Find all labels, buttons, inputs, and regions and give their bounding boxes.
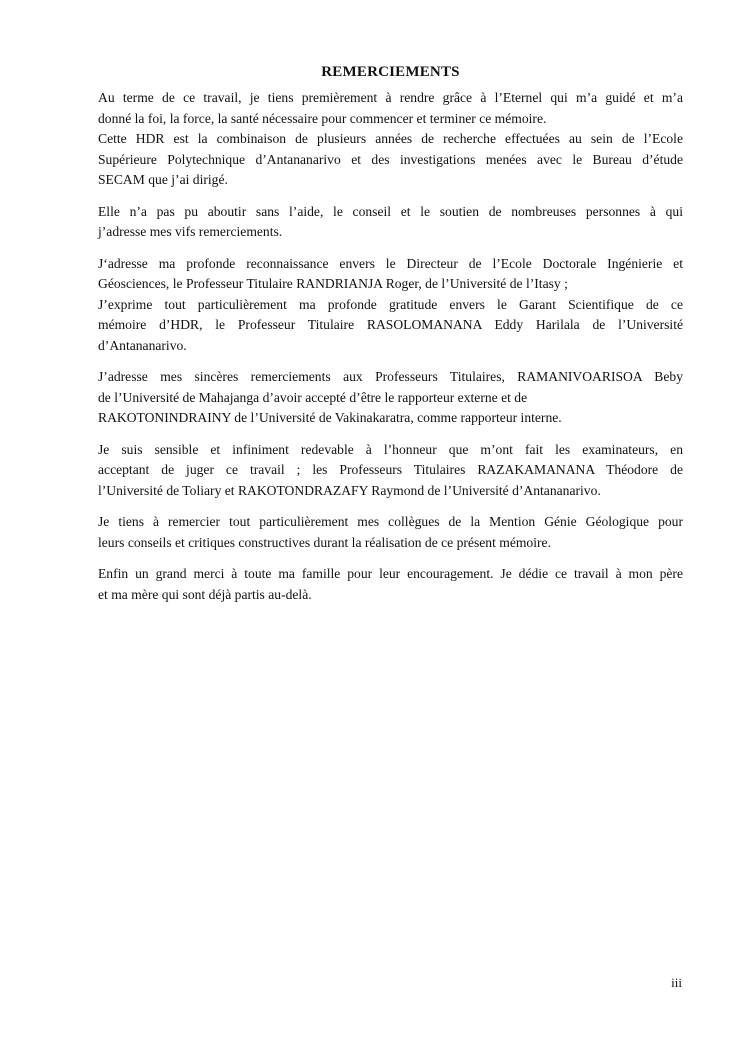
text-line: l’Université de Toliary et RAKOTONDRAZAFY Raymond de l’Université d’Antananarivo. [98, 482, 601, 498]
text-line: Je tiens à remercier tout particulièrement mes collègues de la Mention Génie Géologique pour [98, 514, 683, 529]
text-line: d’Antananarivo. [98, 337, 187, 353]
text-line: et ma mère qui sont déjà partis au-delà. [98, 586, 312, 602]
page-title: REMERCIEMENTS [321, 64, 460, 80]
text-line: acceptant de juger ce travail ; les Professeurs Titulaires RAZAKAMANANA Théodore de [98, 462, 683, 477]
document-page [98, 62, 683, 616]
text-line: J‘adresse ma profonde reconnaissance envers le Directeur de l’Ecole Doctorale Ingénierie et [98, 255, 683, 271]
text-line: Cette HDR est la combinaison de plusieurs années de recherche effectuées au sein de l’Ecole [98, 131, 683, 146]
paragraph-colleagues [98, 512, 683, 553]
text-line: Enfin un grand merci à toute ma famille pour leur encouragement. Je dédie ce travail à mon père [98, 566, 683, 581]
text-line: donné la foi, la force, la santé nécessaire pour commencer et terminer ce mémoire. [98, 110, 547, 126]
paragraph-rapporteurs [98, 367, 683, 429]
text-line: Géosciences, le Professeur Titulaire RANDRIANJA Roger, de l’Université de l’Itasy ; [98, 276, 568, 291]
text-line: Supérieure Polytechnique d’Antananarivo et des investigations menées avec le Bureau d’étude [98, 151, 683, 167]
text-line: j’adresse mes vifs remerciements. [98, 224, 283, 239]
text-line: mémoire d’HDR, le Professeur Titulaire RASOLOMANANA Eddy Harilala de l’Université [98, 317, 683, 332]
paragraph-directors [98, 254, 683, 357]
text-line: Au terme de ce travail, je tiens premièrement à rendre grâce à l’Eternel qui m’a guidé et m’a [98, 90, 683, 105]
paragraph-examiners [98, 440, 683, 502]
page-number: iii [671, 975, 682, 990]
text-line: SECAM que j’ai dirigé. [98, 172, 228, 187]
paragraph-support [98, 202, 683, 243]
text-line: Elle n’a pas pu aboutir sans l’aide, le conseil et le soutien de nombreuses personnes à qui [98, 203, 683, 219]
text-line: Je suis sensible et infiniment redevable à l’honneur que m’ont fait les examinateurs, en [98, 441, 683, 457]
text-line: leurs conseils et critiques constructives durant la réalisation de ce présent mémoire. [98, 534, 551, 550]
text-line: J’adresse mes sincères remerciements aux Professeurs Titulaires, RAMANIVOARISOA Beby [98, 369, 683, 384]
text-line: de l’Université de Mahajanga d’avoir accepté d’être le rapporteur externe et de [98, 389, 528, 405]
text-line: J’exprime tout particulièrement ma profonde gratitude envers le Garant Scientifique de ce [98, 296, 683, 312]
paragraph-family [98, 564, 683, 605]
text-line: RAKOTONINDRAINY de l’Université de Vakinakaratra, comme rapporteur interne. [98, 410, 562, 425]
paragraph-gratitude-eternel [98, 88, 683, 191]
